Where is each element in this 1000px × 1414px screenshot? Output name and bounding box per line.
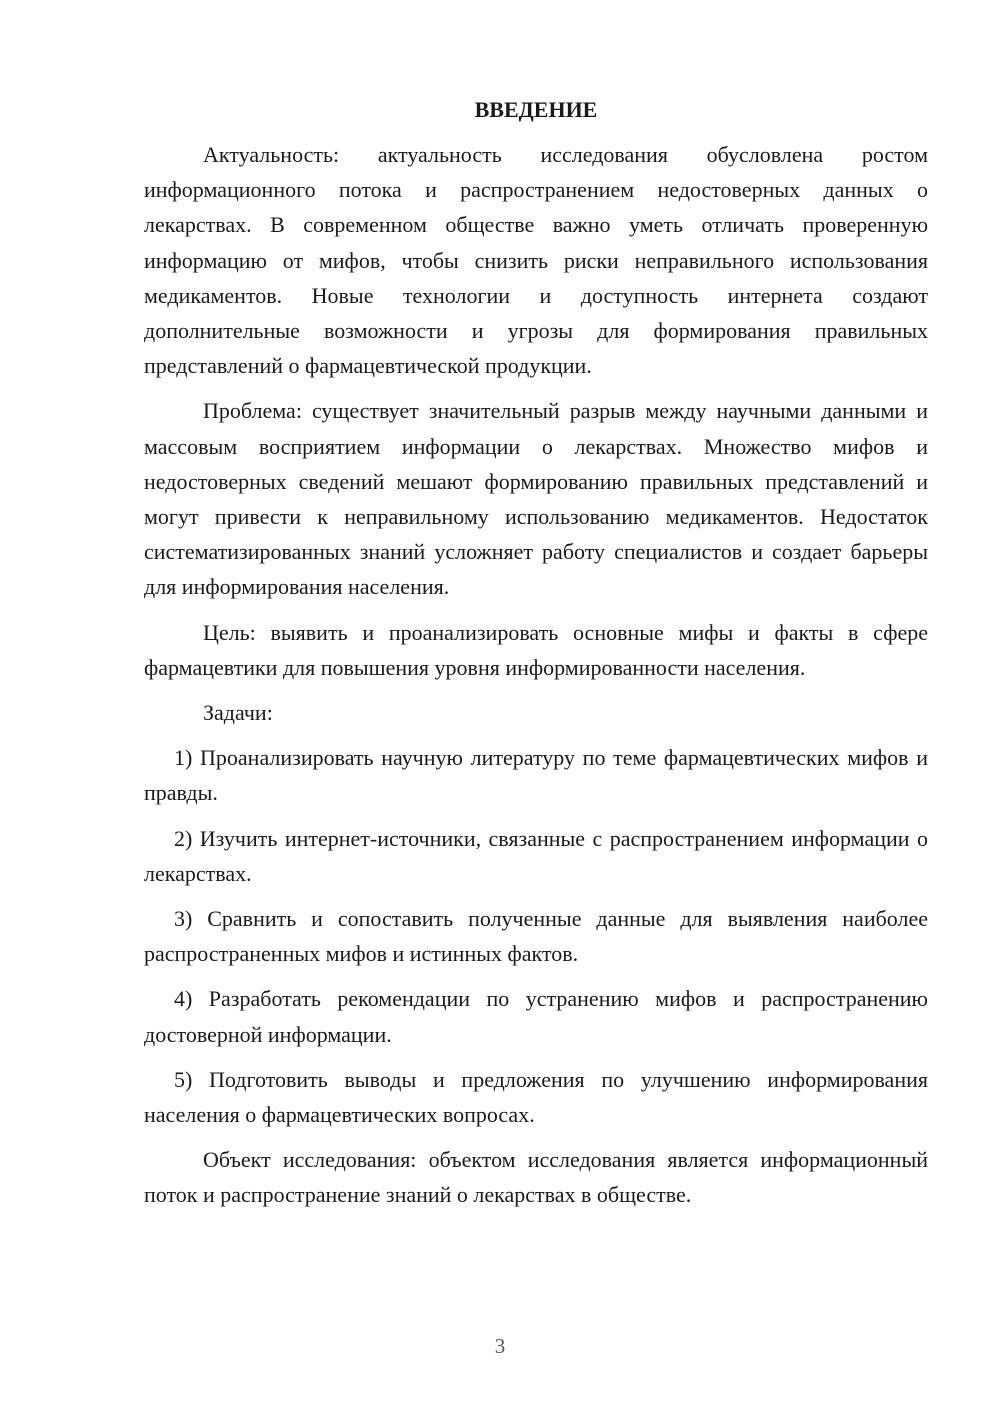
page-number: 3 <box>494 1334 506 1358</box>
goal-paragraph: Цель: выявить и проанализировать основные мифы и факты в сфере фармацевтики для повышения уровня информированности населения. <box>144 619 928 680</box>
task-item: 1) Проанализировать научную литературу по теме фармацевтических мифов и правды. <box>144 745 928 806</box>
section-title: ВВЕДЕНИЕ <box>474 97 598 122</box>
relevance-paragraph: Актуальность: актуальность исследования обусловлена ростом информационного потока и распространением недостоверных данных о лекарствах. В современном обществе важно уметь отличать проверенную информацию от мифов, чтобы снизить риски неправильного использования медикаментов. Новые технологии и доступность интернета создают дополнительные возможности и угрозы для формирования правильных представлений о фармацевтической продукции. <box>144 142 928 379</box>
task-item: 3) Сравнить и сопоставить полученные данные для выявления наиболее распространенных мифов и истинных фактов. <box>144 906 928 967</box>
problem-paragraph: Проблема: существует значительный разрыв между научными данными и массовым восприятием информации о лекарствах. Множество мифов и недостоверных сведений мешают формированию правильных представлений и могут привести к неправильному использованию медикаментов. Недостаток систематизированных знаний усложняет работу специалистов и создает барьеры для информирования населения. <box>144 398 928 600</box>
tasks-heading: Задачи: <box>203 700 273 726</box>
task-item: 4) Разработать рекомендации по устранению мифов и распространению достоверной информации. <box>144 986 928 1047</box>
object-paragraph: Объект исследования: объектом исследования является информационный поток и распространение знаний о лекарствах в обществе. <box>144 1147 928 1208</box>
document-page <box>144 95 928 1223</box>
task-item: 5) Подготовить выводы и предложения по улучшению информирования населения о фармацевтических вопросах. <box>144 1066 928 1128</box>
task-item: 2) Изучить интернет-источники, связанные с распространением информации о лекарствах. <box>144 825 928 886</box>
